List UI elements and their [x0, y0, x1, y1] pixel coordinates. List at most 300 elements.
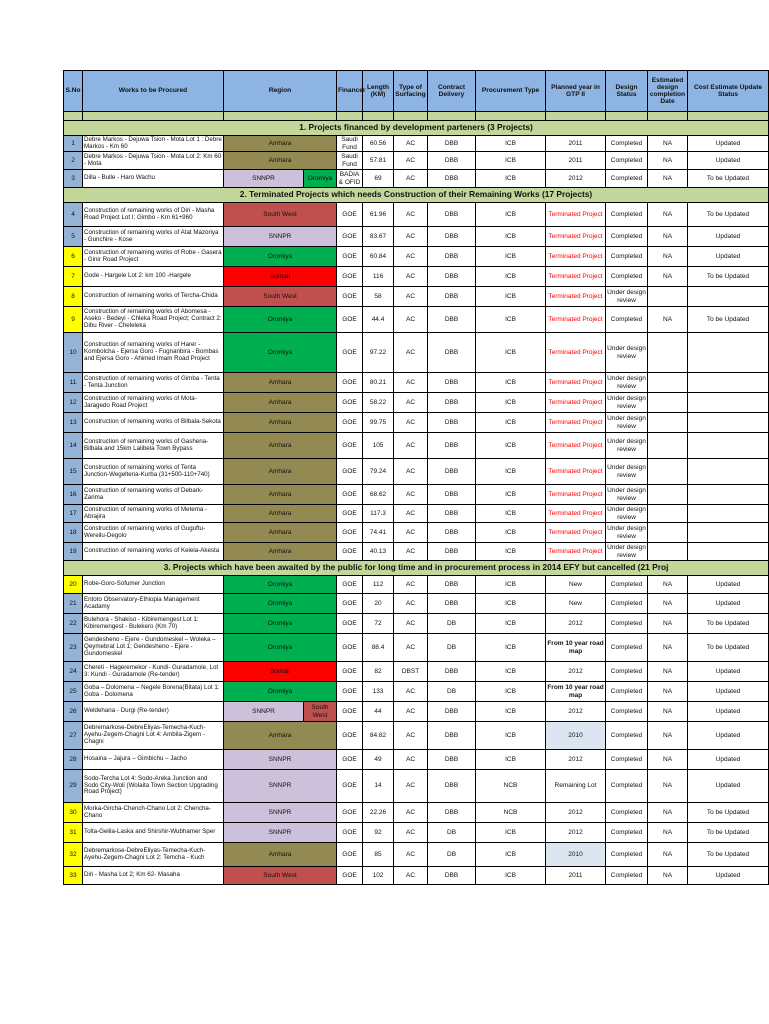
serial-number: 5 — [64, 227, 83, 247]
procurement-type-cell: ICB — [476, 459, 546, 485]
design-status-cell: Completed — [606, 614, 648, 634]
procurement-type-cell: ICB — [476, 170, 546, 188]
financer-cell: GOE — [337, 307, 363, 333]
procurement-type-cell: ICB — [476, 543, 546, 561]
contract-delivery-cell: DBB — [428, 867, 476, 885]
planned-year-cell: Terminated Project — [546, 393, 606, 413]
procurement-type-cell: ICB — [476, 203, 546, 227]
work-description: Weldehana - Durgi (Re-tender) — [83, 702, 224, 722]
length-cell: 14 — [363, 770, 394, 803]
work-description: Debre Markos - Dejuwa Tsion - Mota Lot 1 : Debre Markos - Km 60 — [84, 135, 222, 150]
financer-cell: GOE — [337, 576, 363, 594]
surfacing-cell: AC — [394, 523, 428, 543]
cost-update-cell: Updated — [688, 662, 769, 682]
table-row — [64, 594, 769, 614]
planned-year-cell: 2012 — [546, 614, 606, 634]
serial-number: 28 — [64, 750, 83, 770]
surfacing-cell: AC — [394, 227, 428, 247]
serial-number: 32 — [64, 843, 83, 867]
column-header: Procurement Type — [476, 71, 546, 112]
region-cell: Amhara — [224, 152, 337, 170]
design-completion-cell: NA — [648, 867, 688, 885]
cost-update-cell — [688, 413, 769, 433]
cost-update-cell: Updated — [688, 722, 769, 750]
section-title-row — [64, 121, 769, 136]
surfacing-cell: AC — [394, 267, 428, 287]
table-row — [64, 614, 769, 634]
region-cell: Amhara — [224, 543, 337, 561]
surfacing-cell: AC — [394, 803, 428, 823]
planned-year-cell: New — [546, 594, 606, 614]
length-cell: 105 — [363, 433, 394, 459]
design-completion-cell: NA — [648, 662, 688, 682]
serial-number: 18 — [64, 523, 83, 543]
cost-update-cell: Updated — [688, 136, 769, 152]
contract-delivery-cell: DBB — [428, 247, 476, 267]
length-cell: 49 — [363, 750, 394, 770]
design-completion-cell: NA — [648, 803, 688, 823]
work-description: Sodo-Tercha Lot 4: Sodo-Areka Junction and Sodo City-Woli (Wolaita Town Section Upgrading Road Project) — [83, 770, 224, 803]
financer-cell: GOE — [337, 203, 363, 227]
surfacing-cell: AC — [394, 634, 428, 662]
column-header: Design Status — [606, 71, 648, 112]
length-cell: 83.67 — [363, 227, 394, 247]
design-status-cell: Completed — [606, 750, 648, 770]
serial-number: 29 — [64, 770, 83, 803]
length-cell: 58.22 — [363, 393, 394, 413]
table-row — [64, 433, 769, 459]
cost-update-cell: Updated — [688, 750, 769, 770]
cost-update-cell — [688, 459, 769, 485]
work-description: Construction of remaining works of Tenta Junction-Wegeltena-Kurba (31+500-110+740) — [83, 459, 224, 485]
separator-cell — [363, 112, 394, 121]
cost-update-cell: Updated — [688, 576, 769, 594]
work-description: Debre Markos - Dejuwa Tsion - Mota Lot 2: Km 60 - Mota — [83, 152, 224, 170]
surfacing-cell: AC — [394, 543, 428, 561]
section-title: 3. Projects which have been awaited by the public for long time and in procurement process in 2014 EFY but cancelled (21 Proj — [64, 561, 769, 576]
contract-delivery-cell: DBB — [428, 803, 476, 823]
column-header: Contract Delivery — [428, 71, 476, 112]
separator-cell — [337, 112, 363, 121]
serial-number: 10 — [64, 333, 83, 373]
surfacing-cell: AC — [394, 170, 428, 188]
table-row — [64, 227, 769, 247]
separator-cell — [688, 112, 769, 121]
contract-delivery-cell: DBB — [428, 433, 476, 459]
cost-update-cell: Updated — [688, 247, 769, 267]
planned-year-cell: Terminated Project — [546, 307, 606, 333]
table-row — [64, 333, 769, 373]
financer-cell: GOE — [337, 662, 363, 682]
design-status-cell: Completed — [606, 136, 648, 152]
work-description: Construction of remaining works of Kelela-Akesta — [83, 543, 224, 561]
procurement-type-cell: ICB — [476, 523, 546, 543]
surfacing-cell: AC — [394, 823, 428, 843]
design-status-cell: Completed — [606, 843, 648, 867]
serial-number: 8 — [64, 287, 83, 307]
surfacing-cell: AC — [394, 393, 428, 413]
cost-update-cell — [688, 393, 769, 413]
procurement-type-cell: ICB — [476, 287, 546, 307]
work-description: Gendesheno - Ejere - Gundomeskel – Woleka – Qeymebrat Lot 1; Gendesheno - Ejere - Gundomeskel — [83, 634, 224, 662]
length-cell: 84.82 — [363, 722, 394, 750]
work-description: Debremarkose-DebreEliyas-Temecha-Kuch-Ayehu-Zegem-Chagni Lot 4: Ambila-Zigem - Chagni — [83, 722, 224, 750]
table-row — [64, 287, 769, 307]
column-header: Cost Estimate Update Status — [688, 71, 769, 112]
length-cell: 60.84 — [363, 247, 394, 267]
procurement-type-cell: ICB — [476, 393, 546, 413]
serial-number: 27 — [64, 722, 83, 750]
length-cell: 72 — [363, 614, 394, 634]
contract-delivery-cell: DBB — [428, 267, 476, 287]
length-cell: 112 — [363, 576, 394, 594]
financer-cell: GOE — [337, 634, 363, 662]
planned-year-cell: 2012 — [546, 823, 606, 843]
design-completion-cell — [648, 413, 688, 433]
financer-cell: GOE — [337, 770, 363, 803]
design-completion-cell — [648, 505, 688, 523]
design-status-cell: Under design review — [606, 393, 648, 413]
table-row — [64, 543, 769, 561]
surfacing-cell: AC — [394, 505, 428, 523]
table-row — [64, 803, 769, 823]
procurement-type-cell: ICB — [476, 750, 546, 770]
design-completion-cell: NA — [648, 750, 688, 770]
procurement-type-cell: ICB — [476, 485, 546, 505]
region-cell: Amhara — [224, 393, 337, 413]
region-cell: Amhara — [224, 433, 337, 459]
serial-number: 20 — [64, 576, 83, 594]
planned-year-cell: 2012 — [546, 750, 606, 770]
design-status-cell: Completed — [606, 867, 648, 885]
cost-update-cell — [688, 287, 769, 307]
separator-row — [64, 112, 769, 121]
table-row — [64, 750, 769, 770]
design-completion-cell: NA — [648, 823, 688, 843]
design-status-cell: Completed — [606, 823, 648, 843]
design-status-cell: Under design review — [606, 373, 648, 393]
contract-delivery-cell: DB — [428, 843, 476, 867]
serial-number: 24 — [64, 662, 83, 682]
planned-year-cell: Terminated Project — [546, 485, 606, 505]
surfacing-cell: AC — [394, 485, 428, 505]
procurement-type-cell: ICB — [476, 702, 546, 722]
surfacing-cell: AC — [394, 307, 428, 333]
work-description: Robe-Goro-Sofumer Junction — [83, 576, 224, 594]
design-completion-cell: NA — [648, 614, 688, 634]
column-header: Type of Surfacing — [394, 71, 428, 112]
contract-delivery-cell: DBB — [428, 373, 476, 393]
planned-year-cell: From 10 year road map — [546, 634, 606, 662]
design-completion-cell: NA — [648, 702, 688, 722]
region-cell: South West — [224, 287, 337, 307]
work-description: Morka-Gircha-Chench-Chano Lot 2: Chencha-Chano — [83, 803, 224, 823]
contract-delivery-cell: DBB — [428, 576, 476, 594]
table-row — [64, 576, 769, 594]
contract-delivery-cell: DBB — [428, 702, 476, 722]
work-description: Construction of remaining works of Tercha-Chida — [83, 287, 224, 307]
financer-cell: GOE — [337, 247, 363, 267]
separator-cell — [476, 112, 546, 121]
length-cell: 82 — [363, 662, 394, 682]
length-cell: 44 — [363, 702, 394, 722]
design-status-cell: Completed — [606, 227, 648, 247]
design-status-cell: Completed — [606, 576, 648, 594]
serial-number: 26 — [64, 702, 83, 722]
cost-update-cell: To be Updated — [688, 634, 769, 662]
length-cell: 74.41 — [363, 523, 394, 543]
planned-year-cell: 2010 — [546, 722, 606, 750]
design-status-cell: Completed — [606, 682, 648, 702]
table-row — [64, 267, 769, 287]
surfacing-cell: AC — [394, 594, 428, 614]
length-cell: 69 — [363, 170, 394, 188]
procurement-type-cell: NCB — [476, 803, 546, 823]
planned-year-cell: Terminated Project — [546, 433, 606, 459]
length-cell: 117.3 — [363, 505, 394, 523]
surfacing-cell: AC — [394, 203, 428, 227]
work-description: Construction of remaining works of Gashena-Bilbala and 15km Lalibela Town Bypass — [83, 433, 224, 459]
region-cell: Amhara — [224, 523, 337, 543]
region-cell: South West — [224, 867, 337, 885]
region-cell: South West — [224, 203, 337, 227]
region-cell: SNNPR — [224, 823, 337, 843]
design-status-cell: Completed — [606, 594, 648, 614]
design-status-cell: Under design review — [606, 287, 648, 307]
financer-cell: GOE — [337, 823, 363, 843]
planned-year-cell: Terminated Project — [546, 203, 606, 227]
financer-cell: GOE — [337, 433, 363, 459]
financer-cell: BADIA & OFID — [337, 170, 363, 188]
table-row — [64, 170, 769, 188]
separator-cell — [224, 112, 337, 121]
serial-number: 14 — [64, 433, 83, 459]
cost-update-cell: To be Updated — [688, 614, 769, 634]
column-header: Financer — [337, 71, 363, 112]
serial-number: 19 — [64, 543, 83, 561]
design-completion-cell: NA — [648, 136, 688, 152]
contract-delivery-cell: DBB — [428, 307, 476, 333]
separator-cell — [606, 112, 648, 121]
design-status-cell: Completed — [606, 267, 648, 287]
procurement-type-cell: ICB — [476, 136, 546, 152]
planned-year-cell: 2011 — [546, 136, 606, 152]
contract-delivery-cell: DBB — [428, 459, 476, 485]
length-cell: 133 — [363, 682, 394, 702]
length-cell: 22.26 — [363, 803, 394, 823]
procurement-type-cell: ICB — [476, 227, 546, 247]
region-cell-secondary: Oromiya — [304, 170, 337, 188]
design-status-cell: Completed — [606, 722, 648, 750]
surfacing-cell: AC — [394, 152, 428, 170]
financer-cell: GOE — [337, 413, 363, 433]
financer-cell: GOE — [337, 594, 363, 614]
table-row — [64, 867, 769, 885]
financer-cell: GOE — [337, 287, 363, 307]
cost-update-cell: Updated — [688, 682, 769, 702]
contract-delivery-cell: DBB — [428, 485, 476, 505]
design-completion-cell — [648, 485, 688, 505]
separator-cell — [64, 112, 83, 121]
financer-cell: GOE — [337, 333, 363, 373]
work-description: Dilla - Bulle - Haro Wachu — [83, 170, 224, 188]
procurement-type-cell: ICB — [476, 307, 546, 333]
financer-cell: GOE — [337, 614, 363, 634]
serial-number: 3 — [64, 170, 83, 188]
length-cell: 40.13 — [363, 543, 394, 561]
surfacing-cell: AC — [394, 750, 428, 770]
length-cell: 58 — [363, 287, 394, 307]
region-cell: Oromiya — [224, 307, 337, 333]
separator-cell — [83, 112, 224, 121]
work-description: Construction of remaining works of Gimba - Tenta - Tenta Junction — [83, 373, 224, 393]
region-cell-secondary: South West — [304, 702, 337, 722]
financer-cell: GOE — [337, 227, 363, 247]
design-status-cell: Completed — [606, 247, 648, 267]
design-completion-cell: NA — [648, 722, 688, 750]
table-row — [64, 136, 769, 152]
design-completion-cell: NA — [648, 634, 688, 662]
table-row — [64, 634, 769, 662]
contract-delivery-cell: DBB — [428, 170, 476, 188]
work-description: Construction of remaining works of Bilbala-Sekota — [83, 413, 224, 433]
financer-cell: GOE — [337, 267, 363, 287]
separator-cell — [648, 112, 688, 121]
work-description: Construction of remaining works of Debark-Zarima — [83, 485, 224, 505]
contract-delivery-cell: DB — [428, 682, 476, 702]
design-completion-cell: NA — [648, 576, 688, 594]
section-title: 1. Projects financed by development parteners (3 Projects) — [64, 121, 769, 136]
contract-delivery-cell: DBB — [428, 287, 476, 307]
table-row — [64, 662, 769, 682]
contract-delivery-cell: DBB — [428, 523, 476, 543]
table-row — [64, 393, 769, 413]
work-description: Construction of remaining works of Diri - Masha Road Project Lot I: Gimbo - Km 61+960 — [83, 203, 224, 227]
length-cell: 44.4 — [363, 307, 394, 333]
serial-number: 31 — [64, 823, 83, 843]
cost-update-cell — [688, 373, 769, 393]
cost-update-cell: Updated — [688, 770, 769, 803]
table-row — [64, 523, 769, 543]
procurement-type-cell: ICB — [476, 247, 546, 267]
work-description: Debremarkose-DebreEliyas-Temecha-Kuch-Ayehu-Zegem-Chagni Lot 2: Temcha - Kuch — [83, 843, 224, 867]
header-row — [64, 71, 769, 112]
procurement-type-cell: ICB — [476, 576, 546, 594]
contract-delivery-cell: DBB — [428, 413, 476, 433]
design-completion-cell: NA — [648, 267, 688, 287]
region-cell: Amhara — [224, 485, 337, 505]
section-title-row — [64, 561, 769, 576]
serial-number: 1 — [64, 136, 83, 152]
work-description: Construction of remaining works of Robe - Gasera - Ginir Road Project — [83, 247, 224, 267]
surfacing-cell: AC — [394, 287, 428, 307]
financer-cell: GOE — [337, 722, 363, 750]
column-header: Estimated design completion Date — [648, 71, 688, 112]
procurement-type-cell: ICB — [476, 413, 546, 433]
cost-update-cell: To be Updated — [688, 803, 769, 823]
procurement-type-cell: ICB — [476, 634, 546, 662]
contract-delivery-cell: DB — [428, 614, 476, 634]
planned-year-cell: Terminated Project — [546, 267, 606, 287]
procurement-sheet — [63, 70, 768, 885]
surfacing-cell: AC — [394, 413, 428, 433]
region-cell: Oromiya — [224, 333, 337, 373]
cost-update-cell — [688, 433, 769, 459]
work-description: Construction of remaining works of Abomesa - Aseko - Bedeyi - Chleka Road Project; Contract 2: Dibu River - Cheleleka — [83, 307, 224, 333]
cost-update-cell: Updated — [688, 702, 769, 722]
planned-year-cell: Terminated Project — [546, 373, 606, 393]
length-cell: 80.21 — [363, 373, 394, 393]
length-cell: 92 — [363, 823, 394, 843]
planned-year-cell: Remaining Lot — [546, 770, 606, 803]
financer-cell: GOE — [337, 373, 363, 393]
region-cell: SNNPR — [224, 803, 337, 823]
procurement-type-cell: ICB — [476, 594, 546, 614]
cost-update-cell: Updated — [688, 867, 769, 885]
table-row — [64, 770, 769, 803]
cost-update-cell: To be Updated — [688, 843, 769, 867]
serial-number: 15 — [64, 459, 83, 485]
planned-year-cell: 2012 — [546, 662, 606, 682]
procurement-type-cell: ICB — [476, 867, 546, 885]
region-cell: Oromiya — [224, 576, 337, 594]
design-status-cell: Under design review — [606, 459, 648, 485]
procurement-type-cell: ICB — [476, 152, 546, 170]
planned-year-cell: 2012 — [546, 702, 606, 722]
financer-cell: GOE — [337, 459, 363, 485]
design-status-cell: Completed — [606, 770, 648, 803]
serial-number: 9 — [64, 307, 83, 333]
financer-cell: GOE — [337, 393, 363, 413]
surfacing-cell: AC — [394, 433, 428, 459]
column-header: Length (KM) — [363, 71, 394, 112]
work-description: Hosaina – Jajura – Gimbichu – Jacho — [83, 750, 224, 770]
design-status-cell: Completed — [606, 662, 648, 682]
planned-year-cell: Terminated Project — [546, 227, 606, 247]
table-row — [64, 203, 769, 227]
cost-update-cell — [688, 543, 769, 561]
procurement-type-cell: ICB — [476, 433, 546, 459]
surfacing-cell: AC — [394, 722, 428, 750]
procurement-type-cell: ICB — [476, 267, 546, 287]
serial-number: 21 — [64, 594, 83, 614]
table-row — [64, 823, 769, 843]
separator-cell — [428, 112, 476, 121]
serial-number: 11 — [64, 373, 83, 393]
region-cell: SNNPR — [224, 702, 304, 722]
design-completion-cell — [648, 459, 688, 485]
table-row — [64, 373, 769, 393]
design-status-cell: Under design review — [606, 413, 648, 433]
region-cell: Amhara — [224, 373, 337, 393]
procurement-type-cell: ICB — [476, 843, 546, 867]
design-completion-cell — [648, 433, 688, 459]
design-status-cell: Completed — [606, 170, 648, 188]
region-cell: Oromiya — [224, 682, 337, 702]
length-cell: 99.75 — [363, 413, 394, 433]
design-status-cell: Under design review — [606, 433, 648, 459]
planned-year-cell: Terminated Project — [546, 247, 606, 267]
surfacing-cell: AC — [394, 843, 428, 867]
table-row — [64, 722, 769, 750]
table-row — [64, 505, 769, 523]
procurement-type-cell: ICB — [476, 823, 546, 843]
surfacing-cell: AC — [394, 333, 428, 373]
region-cell: SNNPR — [224, 227, 337, 247]
region-cell: Amhara — [224, 505, 337, 523]
work-description: Construction of remaining works of Mota-Jaragedo Road Project — [83, 393, 224, 413]
region-cell: Amhara — [224, 843, 337, 867]
